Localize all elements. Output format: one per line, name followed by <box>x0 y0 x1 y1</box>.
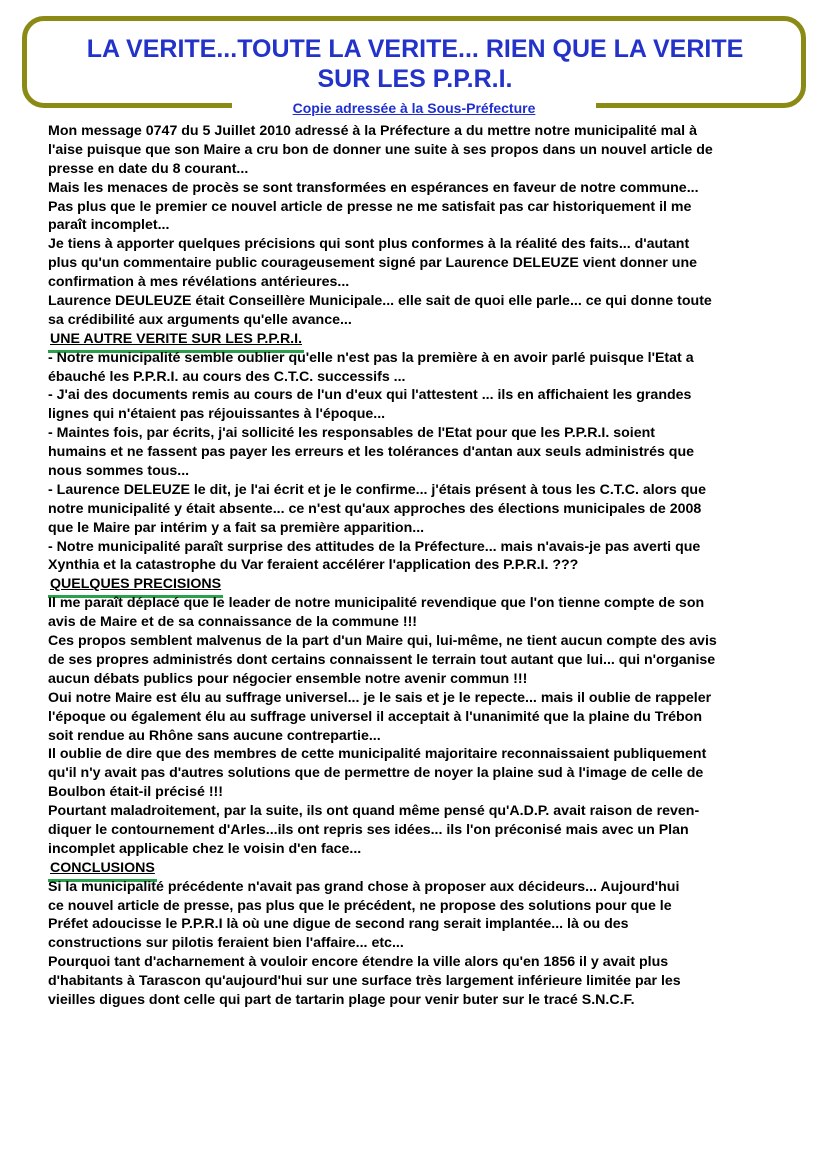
section-line: que le Maire par intérim y a fait sa première apparition... <box>48 519 425 536</box>
intro-line: sa crédibilité aux arguments qu'elle avance... <box>48 311 352 328</box>
section-line: lignes qui n'étaient pas réjouissantes à l'époque... <box>48 406 386 423</box>
section-line: diquer le contournement d'Arles...ils ont repris ses idées... ils l'on préconisé mais avec un Plan <box>48 821 689 838</box>
section-line: Il oublie de dire que des membres de cette municipalité majoritaire reconnaissaient publiquement <box>48 746 707 763</box>
section-line: Oui notre Maire est élu au suffrage universel... je le sais et je le repecte... mais il oublie de rappeler <box>48 689 712 706</box>
section-line: vieilles digues dont celle qui part de tartarin plage pour venir buter sur le tracé S.N.C.F. <box>48 991 635 1008</box>
section-heading: UNE AUTRE VERITE SUR LES P.P.R.I. <box>48 331 304 353</box>
document-body <box>48 122 818 1010</box>
intro-line: Pas plus que le premier ce nouvel article de presse ne me satisfait pas car historiquement il me <box>48 198 692 215</box>
section-line: avis de Maire et de sa connaissance de la commune !!! <box>48 614 418 631</box>
section-line: de ses propres administrés dont certains connaissent le terrain tout autant que lui... qui n'organise <box>48 651 716 668</box>
intro-line: Laurence DEULEUZE était Conseillère Municipale... elle sait de quoi elle parle... ce qui donne toute <box>48 293 712 310</box>
section-line: ce nouvel article de presse, pas plus que le précédent, ne propose des solutions pour que le <box>48 897 672 914</box>
intro-line: Je tiens à apporter quelques précisions qui sont plus conformes à la réalité des faits... d'autant <box>48 236 690 253</box>
section-line: Xynthia et la catastrophe du Var feraient accélérer l'application des P.P.R.I. ??? <box>48 557 579 574</box>
section-line: Préfet adoucisse le P.P.R.I là où une digue de second rang serait implantée... là ou des <box>48 916 629 933</box>
section-line: - Notre municipalité paraît surprise des attitudes de la Préfecture... mais n'avais-je pas averti que <box>48 538 701 555</box>
section-line: - Notre municipalité semble oublier qu'elle n'est pas la première à en avoir parlé puisque l'Etat a <box>48 349 694 366</box>
section-line: constructions sur pilotis feraient bien l'affaire... etc... <box>48 935 404 952</box>
section-heading: CONCLUSIONS <box>48 860 157 882</box>
section-line: Ces propos semblent malvenus de la part d'un Maire qui, lui-même, ne tient aucun compte des avis <box>48 633 717 650</box>
section-heading-row <box>48 330 818 349</box>
section-line: - Laurence DELEUZE le dit, je l'ai écrit et je le confirme... j'étais présent à tous les C.T.C. alors que <box>48 481 706 498</box>
section-line: Boulbon était-il précisé !!! <box>48 784 223 801</box>
intro-line: plus qu'un commentaire public courageusement signé par Laurence DELEUZE vient donner une <box>48 255 698 272</box>
section-line: - J'ai des documents remis au cours de l'un d'eux qui l'attestent ... ils en affichaient les grandes <box>48 387 692 404</box>
intro-line: paraît incomplet... <box>48 217 170 234</box>
section-heading-row <box>48 575 818 594</box>
section-line: Il me paraît déplacé que le leader de notre municipalité revendique que l'on tienne compte de son <box>48 595 705 612</box>
section-line: - Maintes fois, par écrits, j'ai sollicité les responsables de l'Etat pour que les P.P.R.I. soient <box>48 425 656 442</box>
subtitle-container <box>232 97 596 119</box>
intro-line: confirmation à mes révélations antérieures... <box>48 274 350 291</box>
section-line: soit rendue au Rhône sans aucune contrepartie... <box>48 727 381 744</box>
section-line: Pourquoi tant d'acharnement à vouloir encore étendre la ville alors qu'en 1856 il y avait plus <box>48 954 669 971</box>
section-line: ébauché les P.P.R.I. au cours des C.T.C. successifs ... <box>48 368 406 385</box>
intro-line: presse en date du 8 courant... <box>48 160 249 177</box>
subtitle-link[interactable]: Copie adressée à la Sous-Préfecture <box>292 100 536 116</box>
section-line: d'habitants à Tarascon qu'aujourd'hui sur une surface très largement inférieure limitée par les <box>48 973 681 990</box>
intro-line: Mais les menaces de procès se sont transformées en espérances en faveur de notre commune... <box>48 179 699 196</box>
section-line: nous sommes tous... <box>48 463 190 480</box>
title-line-2: SUR LES P.P.R.I. <box>317 65 513 93</box>
section-line: humains et ne fassent pas payer les erreurs et les tolérances d'antan aux seuls administrés que <box>48 444 695 461</box>
section-line: notre municipalité y était absente... ce n'est qu'aux approches des élections municipales de 2008 <box>48 500 702 517</box>
section-line: incomplet applicable chez le voisin d'en face... <box>48 840 362 857</box>
section-line: Si la municipalité précédente n'avait pas grand chose à proposer aux décideurs... Aujourd'hui <box>48 878 680 895</box>
section-line: qu'il n'y avait pas d'autres solutions que de permettre de noyer la plaine sud à l'image de celle de <box>48 765 704 782</box>
intro-line: Mon message 0747 du 5 Juillet 2010 adressé à la Préfecture a du mettre notre municipalité mal à <box>48 123 697 139</box>
page-title <box>30 34 800 94</box>
section-heading-row <box>48 859 818 878</box>
section-heading: QUELQUES PRECISIONS <box>48 576 223 598</box>
section-line: l'époque ou également élu au suffrage universel il acceptait à l'unanimité que la plaine du Trébon <box>48 708 703 725</box>
title-line-1: LA VERITE...TOUTE LA VERITE... RIEN QUE LA VERITE <box>86 35 744 63</box>
intro-line: l'aise puisque que son Maire a cru bon de donner une suite à ses propos dans un nouvel article de <box>48 141 713 158</box>
section-line: Pourtant maladroitement, par la suite, ils ont quand même pensé qu'A.D.P. avait raison de reven- <box>48 803 700 820</box>
section-line: aucun débats publics pour négocier ensemble notre avenir commun !!! <box>48 670 528 687</box>
